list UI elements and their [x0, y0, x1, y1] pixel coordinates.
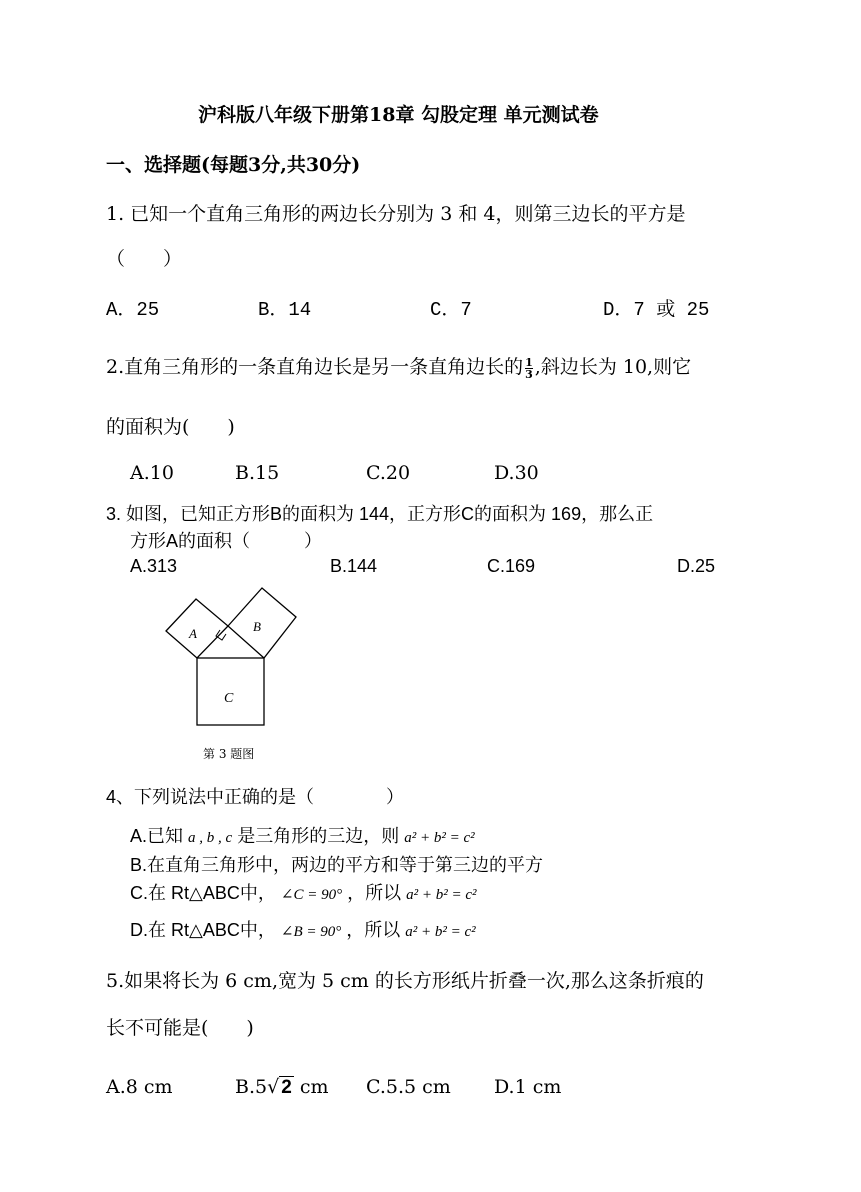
question-5-bracket: 长不可能是( ) [106, 1017, 254, 1039]
question-1-option-a: A．25 [106, 299, 160, 321]
question-1-option-d: D．7 或 25 [603, 299, 710, 321]
question-2-text-a: 2.直角三角形的一条直角边长是另一条直角边长的 [106, 356, 524, 378]
question-3-option-c: C.169 [487, 556, 536, 576]
question-2-text-b: ,斜边长为 10,则它 [534, 356, 692, 378]
option-c-mid: ，所以 [347, 883, 402, 903]
question-5-text: 5.如果将长为 6 cm,宽为 5 cm 的长方形纸片折叠一次,那么这条折痕的 [106, 970, 704, 992]
sqrt-radicand: 2 [281, 1077, 292, 1098]
option-a-vars: a , b , c [188, 830, 233, 846]
label-c: C [224, 691, 234, 706]
question-3-option-b: B.144 [330, 556, 378, 576]
question-5-option-c: C.5.5 cm [366, 1076, 451, 1098]
question-4-option-b: B.在直角三角形中，两边的平方和等于第三边的平方 [130, 855, 544, 875]
question-3-text: 3. 如图，已知正方形B的面积为 144，正方形C的面积为 169，那么正 [106, 504, 654, 524]
right-angle-mark [216, 630, 226, 640]
option-a-prefix: A.已知 [130, 826, 184, 846]
question-2-text [106, 352, 691, 380]
option-c-angle: ∠C = 90° [280, 887, 343, 903]
label-b: B [253, 619, 261, 634]
option-d-mid: ，所以 [346, 920, 401, 940]
option-d-formula: a² + b² = c² [405, 924, 476, 940]
question-4-option-d [130, 916, 476, 942]
fraction-numerator: 1 [525, 355, 533, 369]
question-5-option-a: A.8 cm [106, 1076, 173, 1098]
option-a-mid: 是三角形的三边，则 [237, 826, 400, 846]
question-4-option-c [130, 879, 477, 905]
option-c-formula: a² + b² = c² [406, 887, 477, 903]
option-c-prefix: C.在 Rt△ABC中， [130, 883, 276, 903]
question-3-option-a: A.313 [130, 556, 178, 576]
question-5-option-b [235, 1076, 328, 1099]
question-2-bracket: 的面积为( ) [106, 416, 235, 438]
figure-caption: 第 3 题图 [203, 747, 255, 761]
question-2-option-b: B.15 [235, 462, 280, 484]
option-a-formula: a² + b² = c² [404, 830, 475, 846]
question-3-figure [150, 585, 310, 735]
sqrt-symbol: √ 2 [267, 1076, 292, 1098]
square-a [166, 599, 228, 658]
question-5-option-d: D.1 cm [494, 1076, 562, 1098]
page-title: 沪科版八年级下册第18章 勾股定理 单元测试卷 [198, 104, 599, 126]
question-1-option-b: B．14 [258, 299, 312, 321]
option-d-prefix: D.在 Rt△ABC中， [130, 920, 276, 940]
option-b-prefix: B.5 [235, 1076, 268, 1098]
question-2-option-c: C.20 [366, 462, 411, 484]
question-3-text-line2: 方形A的面积（ ） [130, 531, 323, 551]
option-b-suffix: cm [293, 1076, 329, 1098]
question-4-option-a [130, 822, 475, 848]
question-1-bracket: （ ） [106, 248, 183, 270]
question-1-text: 1. 已知一个直角三角形的两边长分别为 3 和 4，则第三边长的平方是 [106, 203, 686, 225]
section-heading: 一、选择题(每题3分,共30分) [106, 154, 361, 176]
question-4-text: 4、下列说法中正确的是（ ） [106, 787, 405, 807]
option-d-angle: ∠B = 90° [280, 924, 342, 940]
question-2-option-d: D.30 [494, 462, 539, 484]
fraction-one-third [525, 357, 533, 380]
square-b [228, 588, 296, 658]
question-2-option-a: A.10 [130, 462, 174, 484]
label-a: A [189, 626, 197, 641]
question-1-option-c: C．7 [430, 299, 472, 321]
fraction-denominator: 3 [525, 367, 533, 381]
question-3-option-d: D.25 [677, 556, 716, 576]
